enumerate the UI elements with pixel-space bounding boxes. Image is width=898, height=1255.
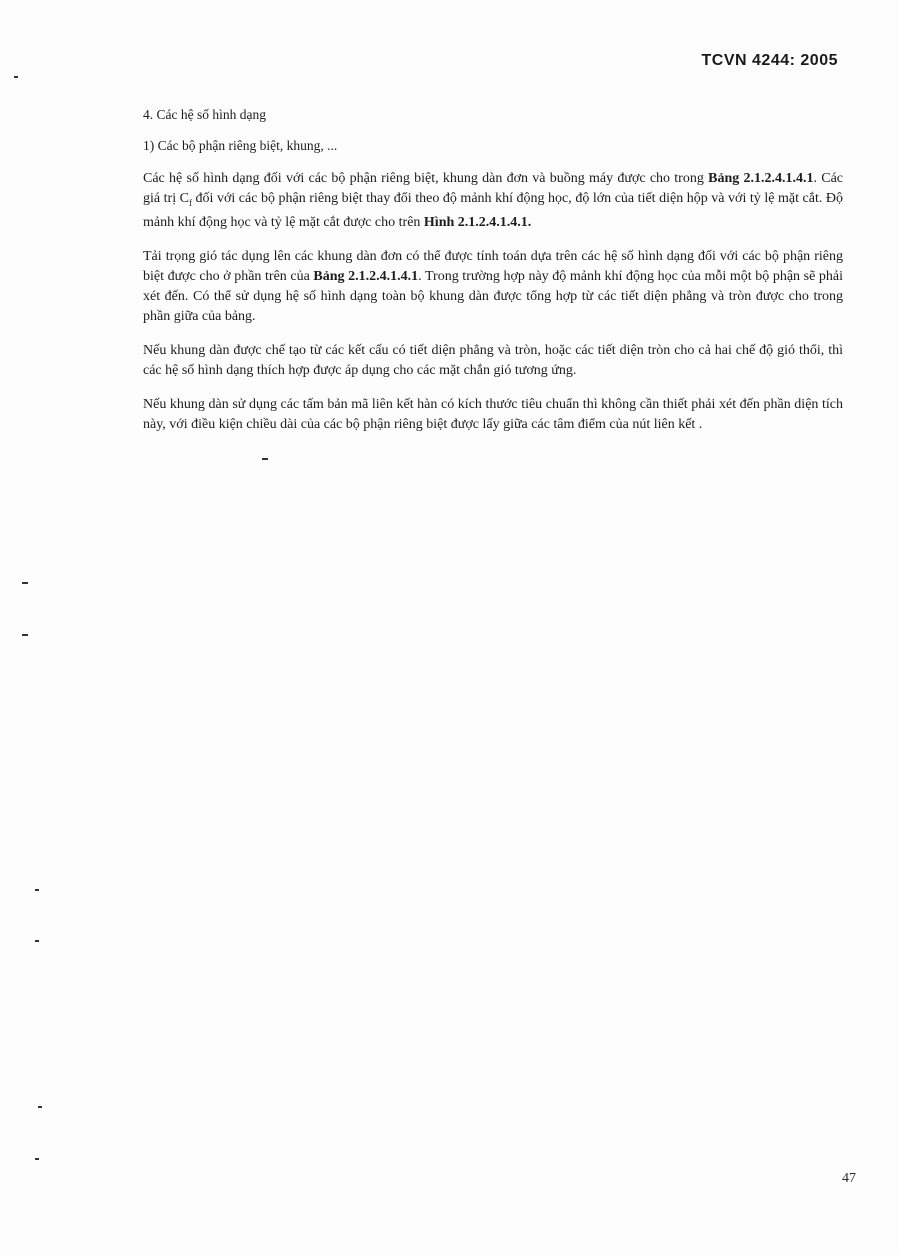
table-reference: Bảng 2.1.2.4.1.4.1 [313, 268, 419, 284]
paragraph-2-text-c: . Trong trường hợp này độ mảnh khí động học của mỗi một bộ phận sẽ phải xét đến. Có thể sử dụng hệ số hình dạng toàn bộ khung dàn được tổng hợp từ các tiết diện phẳng và tròn được cho trong phần giữa của bảng. [143, 268, 843, 324]
standard-code-header: TCVN 4244: 2005 [701, 52, 838, 69]
paragraph-4: Nếu khung dàn sử dụng các tấm bản mã liên kết hàn có kích thước tiêu chuẩn thì không cần thiết phải xét đến phần diện tích này, với điều kiện chiều dài của các bộ phận riêng biệt được lấy giữa các tâm điểm của nút liên kết . [143, 396, 843, 432]
scan-speck [38, 1106, 42, 1108]
paragraph-1 [143, 169, 843, 233]
paragraph-2 [143, 247, 843, 327]
page-content [143, 104, 843, 444]
figure-reference: Hình 2.1.2.4.1.4.1. [423, 214, 532, 230]
subsection-heading: 1) Các bộ phận riêng biệt, khung, ... [143, 138, 338, 153]
scan-speck [22, 634, 28, 636]
paragraph-1-text-a: Các hệ số hình dạng đối với các bộ phận riêng biệt, khung dàn đơn và buồng máy được cho trong [143, 171, 709, 186]
scan-speck [35, 940, 39, 942]
scan-speck [22, 582, 28, 584]
paragraph-1-text-c: . Các giá trị C [143, 171, 844, 206]
page-number: 47 [842, 1171, 856, 1186]
paragraph-2-text-a: Tải trọng gió tác dụng lên các khung dàn đơn có thể được tính toán dựa trên các hệ số hình dạng đối với các bộ phận riêng biệt được cho ở phần trên của [143, 248, 843, 284]
section-heading: 4. Các hệ số hình dạng [143, 107, 266, 122]
coefficient-subscript: f [188, 197, 192, 208]
paragraph-3: Nếu khung dàn được chế tạo từ các kết cấu có tiết diện phẳng và tròn, hoặc các tiết diện tròn cho cả hai chế độ gió thổi, thì các hệ số hình dạng thích hợp được áp dụng cho các mặt chắn gió tương ứng. [143, 342, 843, 378]
scan-speck [262, 458, 268, 460]
paragraph-1-text-d: đối với các bộ phận riêng biệt thay đổi theo độ mảnh khí động học, độ lớn của tiết diện hộp và với tỷ lệ mặt cắt. Độ mảnh khí động học và tỷ lệ mặt cắt được cho trên [143, 191, 843, 230]
scan-speck [35, 1158, 39, 1160]
scan-speck [35, 889, 39, 891]
scan-speck [14, 76, 18, 78]
table-reference: Bảng 2.1.2.4.1.4.1 [708, 171, 814, 186]
